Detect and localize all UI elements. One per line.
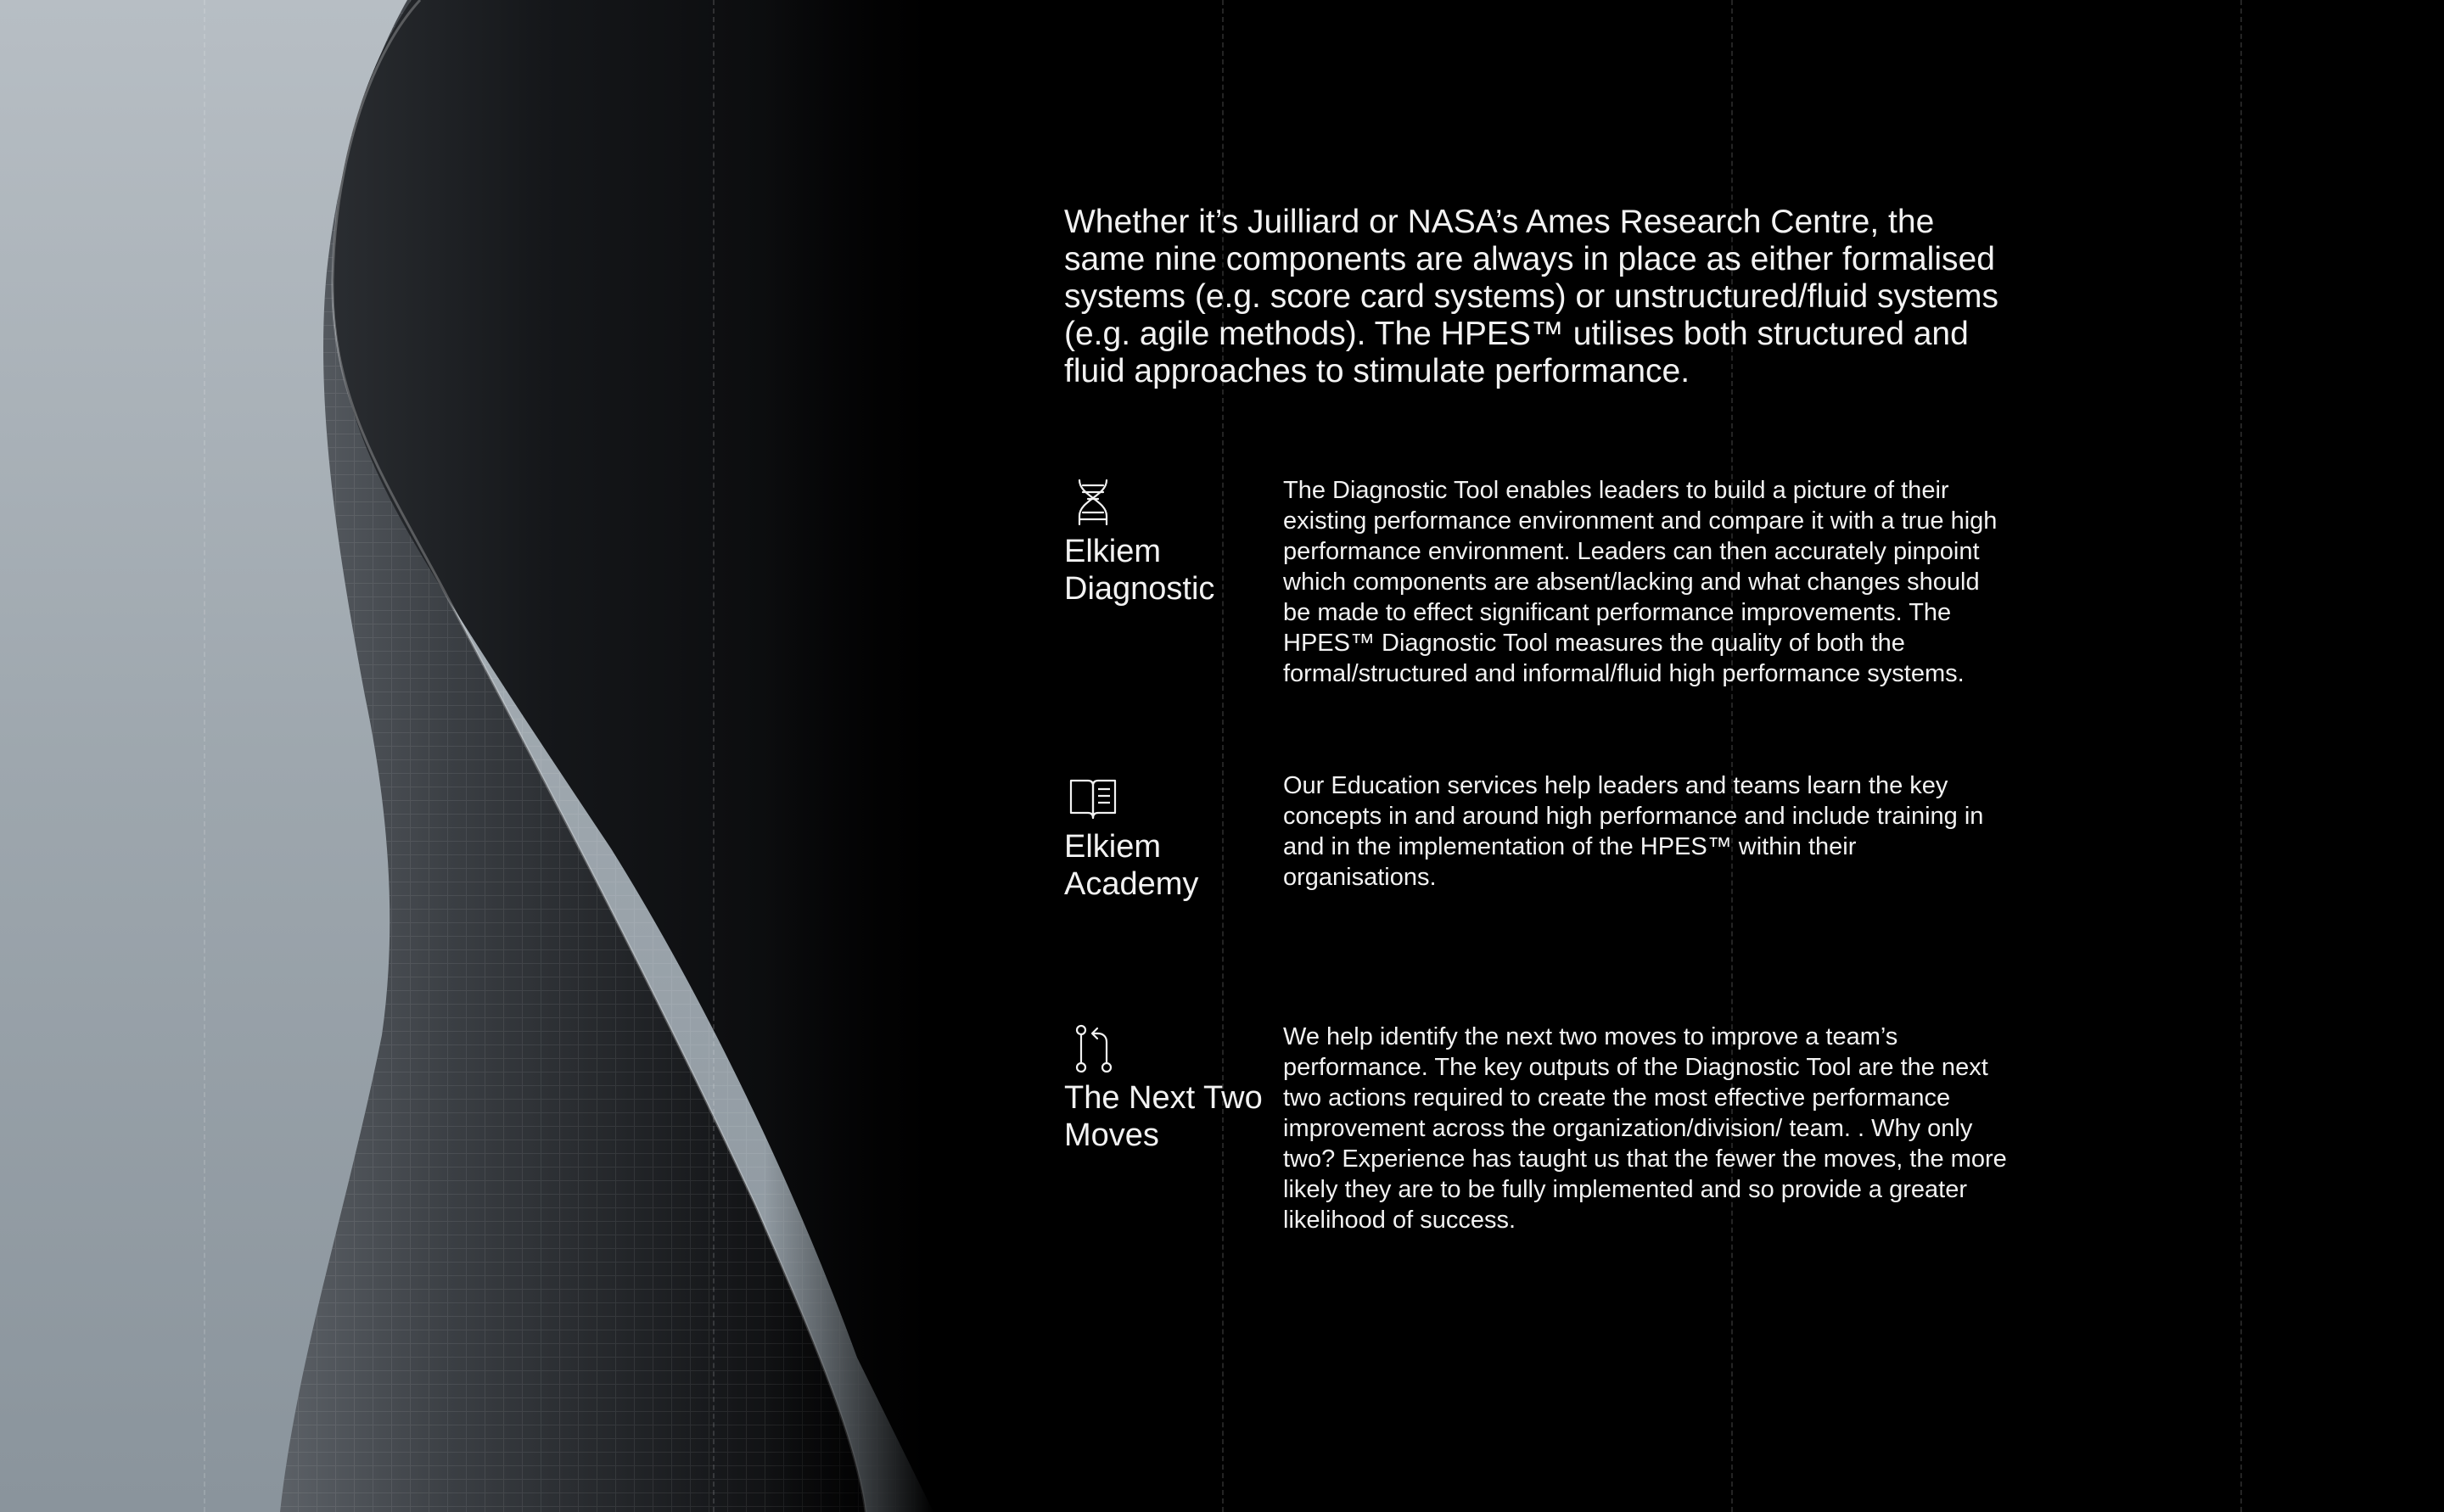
feature-heading [1064,1022,1283,1235]
feature-description: The Diagnostic Tool enables leaders to build a picture of their existing performance environment and compare it with a true high performance environment. Leaders can then accurately pinpoint which components are absent/lacking and what changes should be made to effect significant performance improvements. The HPES™ Diagnostic Tool measures the quality of both the formal/structured and informal/fluid high performance systems. [1283,477,1998,687]
open-book-icon [1068,770,1118,825]
feature-title: Elkiem Academy [1064,829,1199,902]
git-pull-request-icon [1068,1022,1118,1076]
grid-guide-line [713,0,715,1512]
feature-diagnostic [1064,475,2023,689]
content-section [1064,204,2023,1235]
feature-title: The Next Two Moves [1064,1080,1263,1153]
intro-paragraph: Whether it’s Juilliard or NASA’s Ames Research Centre, the same nine components are always in place as either formalised systems (e.g. score card systems) or unstructured/fluid systems (e.g. agile methods). The HPES™ utilises both structured and fluid approaches to stimulate performance. [1064,204,1998,389]
feature-academy [1064,770,2023,903]
feature-description: Our Education services help leaders and teams learn the key concepts in and around high performance and include training in and in the implementation of the HPES™ within their organisations. [1283,772,1984,891]
feature-heading [1064,475,1283,689]
feature-next-two-moves [1064,1022,2023,1235]
grid-guide-line [204,0,205,1512]
building-hero-image [0,0,933,1512]
grid-guide-line [2240,0,2242,1512]
feature-heading [1064,770,1283,903]
feature-title: Elkiem Diagnostic [1064,534,1215,607]
feature-description: We help identify the next two moves to improve a team’s performance. The key outputs of the Diagnostic Tool are the next two actions required to create the most effective performance improvement across the organization/division/ team. . Why only two? Experience has taught us that the fewer the moves, the more likely they are to be fully implemented and so provide a greater likelihood of success. [1283,1023,2007,1234]
dna-icon [1068,475,1118,529]
